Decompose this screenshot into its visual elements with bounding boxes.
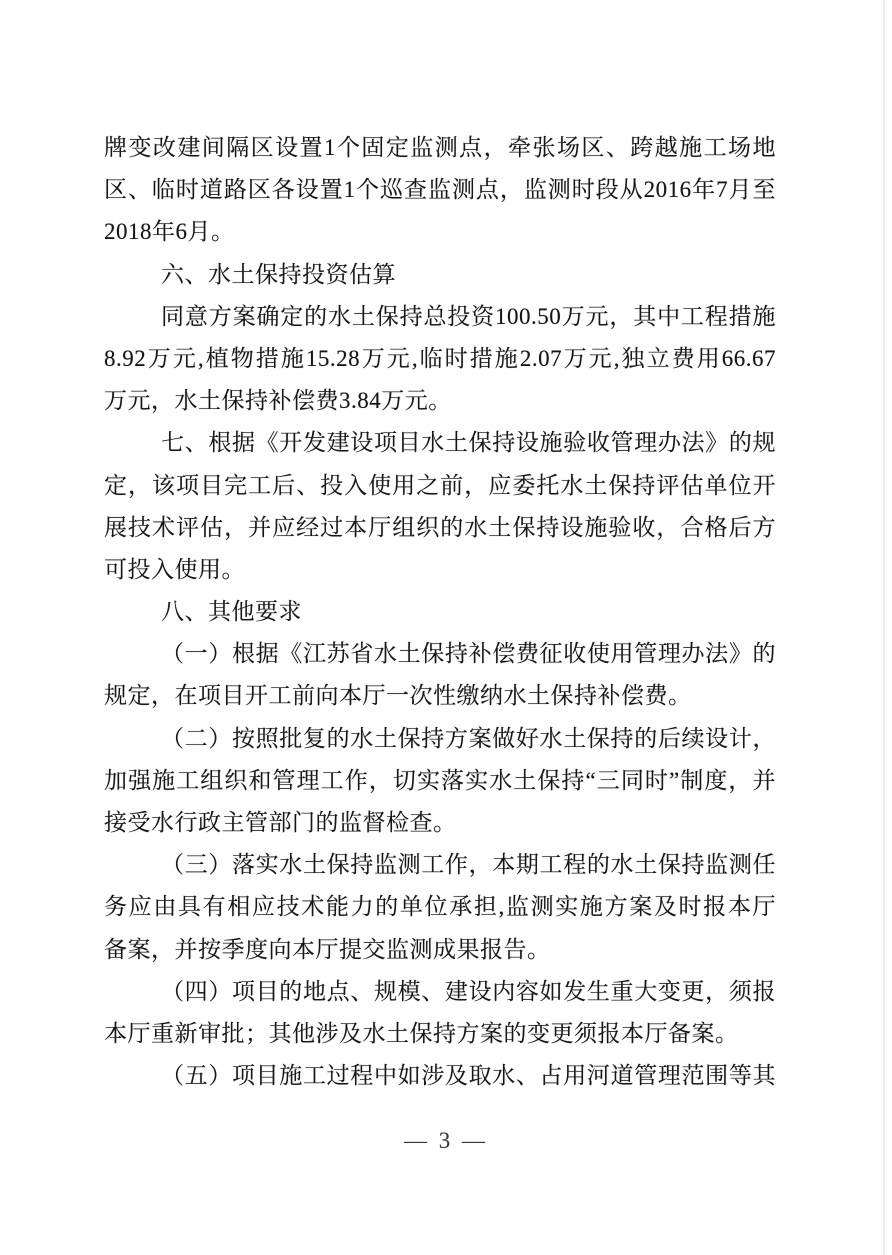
text-line: 展技术评估，并应经过本厅组织的水土保持设施验收，合格后方 [104, 514, 776, 540]
text-line: （四）项目的地点、规模、建设内容如发生重大变更，须报 [161, 978, 776, 1004]
text-line: 务应由具有相应技术能力的单位承担,监测实施方案及时报本厅 [104, 894, 776, 920]
text-line: （三）落实水土保持监测工作，本期工程的水土保持监测任 [161, 852, 776, 878]
text-line: 本厅重新审批；其他涉及水土保持方案的变更须报本厅备案。 [104, 1020, 739, 1046]
text-line: （一）根据《江苏省水土保持补偿费征收使用管理办法》的 [161, 641, 776, 667]
text-line: （五）项目施工过程中如涉及取水、占用河道管理范围等其 [161, 1063, 776, 1089]
text-line: 规定，在项目开工前向本厅一次性缴纳水土保持补偿费。 [104, 683, 692, 709]
document-body [104, 127, 776, 1097]
text-line: 七、根据《开发建设项目水土保持设施验收管理办法》的规 [161, 430, 776, 456]
scan-artifact-line [883, 0, 885, 1255]
text-line: 定，该项目完工后、投入使用之前，应委托水土保持评估单位开 [104, 472, 776, 498]
page-number: — 3 — [404, 1128, 488, 1153]
text-line: 接受水行政主管部门的监督检查。 [104, 810, 457, 835]
text-line: 8.92万元,植物措施15.28万元,临时措施2.07万元,独立费用66.67 [104, 345, 776, 371]
text-line: 可投入使用。 [104, 556, 245, 582]
text-line: （二）按照批复的水土保持方案做好水土保持的后续设计， [161, 725, 776, 751]
text-line: 万元，水土保持补偿费3.84万元。 [104, 388, 452, 414]
text-line: 牌变改建间隔区设置1个固定监测点，牵张场区、跨越施工场地 [104, 135, 776, 160]
text-line: 区、临时道路区各设置1个巡查监测点，监测时段从2016年7月至 [104, 177, 776, 203]
section-heading: 八、其他要求 [161, 599, 302, 625]
text-line: 同意方案确定的水土保持总投资100.50万元，其中工程措施 [161, 303, 776, 329]
text-line: 备案，并按季度向本厅提交监测成果报告。 [104, 936, 551, 962]
text-line: 2018年6月。 [104, 219, 235, 245]
text-line: 加强施工组织和管理工作，切实落实水土保持“三同时”制度，并 [104, 767, 776, 793]
section-heading: 六、水土保持投资估算 [161, 261, 396, 287]
